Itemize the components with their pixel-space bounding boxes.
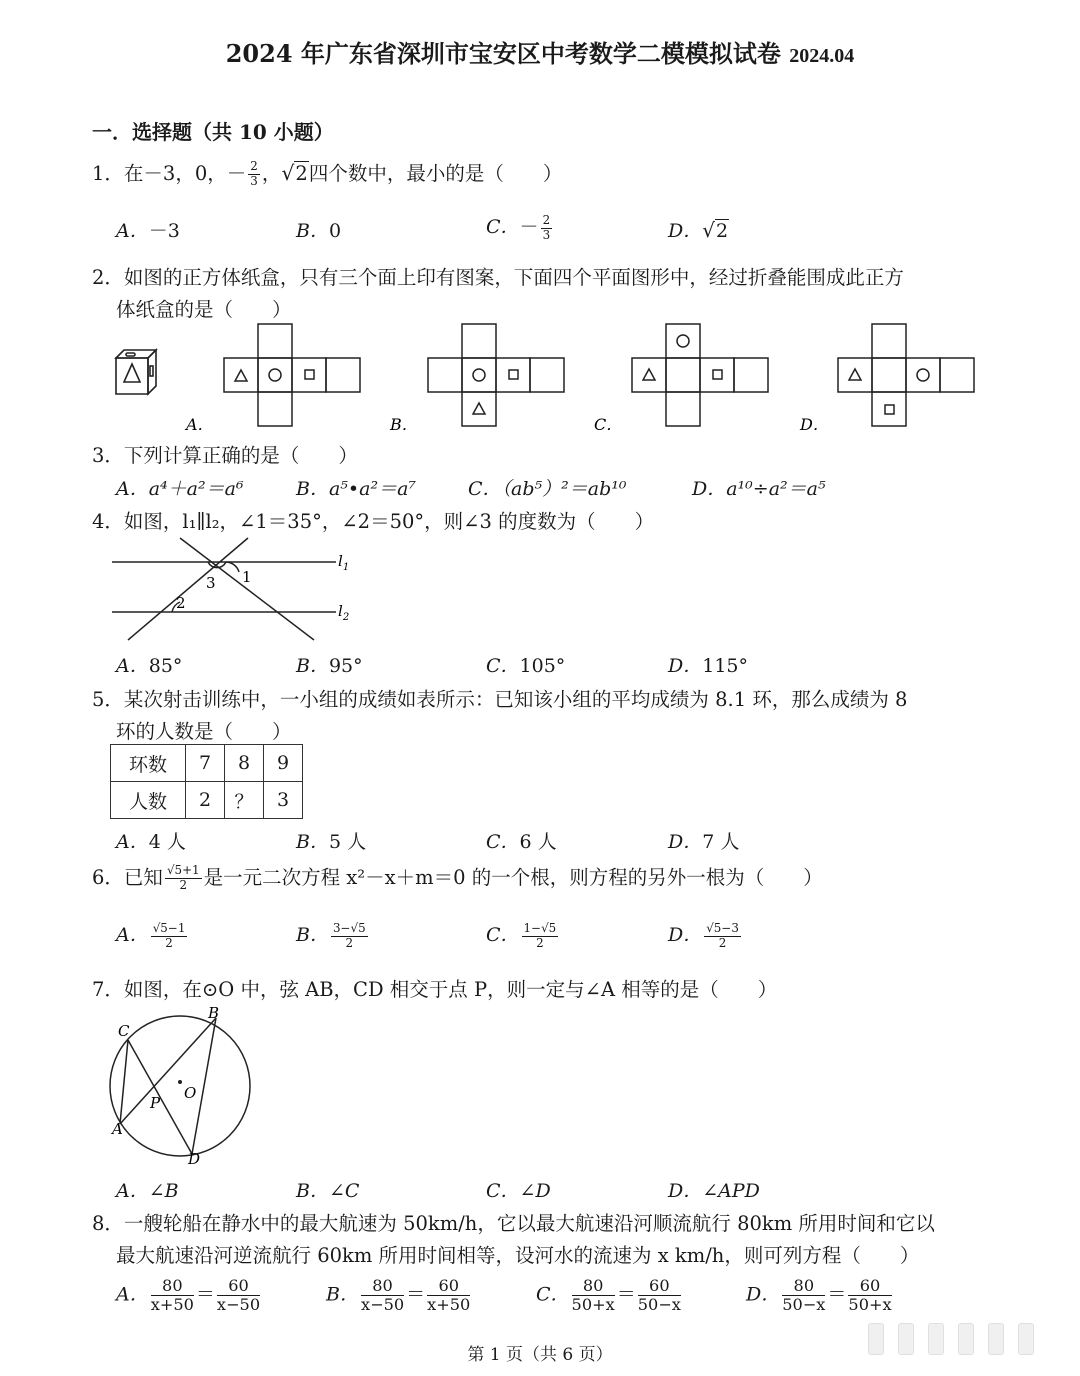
q5-option-a (116, 827, 186, 854)
opt-label: A． (116, 1283, 149, 1306)
opt-text: 115° (702, 655, 748, 677)
page-footer: 第 1 页（共 6 页） (467, 1345, 613, 1365)
q4-number: 4． (92, 510, 124, 533)
table-header-cell: 环数 (111, 745, 186, 782)
net-c-label: C． (594, 415, 623, 434)
frac-num: √5−3 (706, 920, 739, 935)
circle-icon (677, 335, 689, 347)
q1-text-mid: ， (261, 162, 282, 185)
opt-label: C． (486, 216, 520, 238)
frac-den: x+50 (427, 1295, 471, 1315)
q4-option-c (486, 651, 565, 678)
opt-text: 4 人 (148, 831, 186, 853)
question-5-line1 (92, 684, 907, 712)
q5-option-d (668, 827, 739, 854)
square-icon (713, 370, 722, 379)
table-cell: 9 (264, 745, 303, 782)
frac-den: 50+x (571, 1295, 615, 1315)
angle-1-label: 1 (242, 568, 252, 586)
angle-2-label: 2 (176, 594, 186, 612)
frac-left (151, 1278, 194, 1313)
frac-den: 2 (536, 935, 544, 950)
opt-text: 5 人 (328, 831, 367, 853)
q1-option-c (486, 212, 554, 241)
table-row (111, 745, 303, 782)
opt-label: B． (296, 1180, 329, 1202)
q1-c-fraction (541, 212, 553, 242)
frac-den: 3 (542, 227, 551, 242)
net-a (224, 324, 360, 426)
q6-fraction (165, 865, 202, 892)
q3-option-a (116, 474, 244, 501)
q8-option-a (116, 1278, 262, 1313)
point-o-label: O (184, 1084, 197, 1102)
l2-label (338, 602, 349, 623)
q8-text-1: 一艘轮船在静水中的最大航速为 50km/h，它以最大航速沿河顺流航行 80km 所用时间和它以 (123, 1212, 935, 1235)
q1-text-pre: 在－3，0，－ (123, 162, 247, 185)
frac-num: 80 (572, 1278, 615, 1296)
section-heading: 一．选择题（共 10 小题） (92, 120, 334, 144)
point-a-label: A (112, 1120, 123, 1138)
opt-text: －3 (148, 220, 180, 242)
net-b (428, 324, 564, 426)
square-icon (509, 370, 518, 379)
table-cell: ？ (225, 782, 264, 819)
opt-text: 105° (519, 655, 566, 677)
table-header-cell: 人数 (111, 782, 186, 819)
q2-figures (108, 322, 988, 434)
transversal-2 (180, 538, 314, 640)
frac-right (848, 1278, 891, 1313)
point-b-label: B (208, 1006, 220, 1022)
frac-num: 80 (361, 1278, 404, 1296)
opt-label: D． (668, 220, 703, 242)
frac-num: 60 (427, 1278, 470, 1296)
sqrt-symbol: √ (702, 218, 715, 242)
circle-icon (269, 369, 281, 381)
question-7 (92, 974, 777, 1002)
table-row (111, 782, 303, 819)
q1-sqrt: 2 (295, 162, 308, 185)
frac-num: 2 (542, 212, 551, 227)
q6-c-fraction (522, 920, 559, 950)
table-cell: 2 (186, 782, 225, 819)
frac-num: 80 (782, 1278, 825, 1296)
sqrt-symbol: √ (281, 161, 295, 185)
opt-text: a¹⁰÷a²＝a⁵ (726, 478, 826, 500)
q2-text-1: 如图的正方体纸盒，只有三个面上印有图案，下面四个平面图形中，经过折叠能围成此正方 (123, 266, 904, 289)
opt-text: ∠APD (702, 1180, 760, 1202)
q1-option-b (296, 216, 341, 243)
equals-sign: ＝ (406, 1283, 426, 1306)
q4-option-d (668, 651, 748, 678)
opt-label: B． (296, 924, 329, 946)
l1-subscript: 1 (342, 562, 350, 573)
question-1 (92, 158, 562, 188)
frac-den: 50−x (637, 1295, 681, 1315)
l1-letter: l (338, 552, 343, 570)
angle-3-label: 3 (206, 574, 216, 592)
opt-label: B． (296, 831, 329, 853)
q1-option-d (668, 216, 729, 243)
q4-figure (108, 536, 368, 646)
frac-den: x+50 (150, 1295, 194, 1315)
q7-option-c (486, 1176, 551, 1203)
frac-den: 50+x (848, 1295, 892, 1315)
equals-sign: ＝ (616, 1283, 636, 1306)
question-2-line2: 体纸盒的是（ ） (116, 298, 292, 321)
q2-number: 2． (92, 266, 124, 289)
opt-text: 85° (148, 655, 183, 677)
opt-text: 7 人 (702, 831, 740, 853)
question-8-line1 (92, 1208, 935, 1236)
opt-text: － (519, 216, 539, 238)
opt-label: B． (296, 655, 329, 677)
q6-option-b (296, 920, 370, 949)
q7-option-b (296, 1176, 359, 1203)
q6-b-fraction (331, 920, 368, 950)
equals-sign: ＝ (195, 1283, 215, 1306)
opt-label: A． (116, 924, 149, 946)
q8-number: 8． (92, 1212, 124, 1235)
frac-num: 1−√5 (523, 920, 557, 935)
q6-text-pre: 已知 (123, 866, 163, 889)
opt-text: ∠D (519, 1180, 551, 1202)
triangle-icon (124, 364, 140, 382)
cube-figure (116, 350, 156, 394)
q3-number: 3． (92, 444, 124, 467)
net-b-label: B． (390, 415, 418, 434)
q1-frac-den: 3 (250, 174, 258, 188)
opt-label: B． (326, 1283, 359, 1306)
frac-right (427, 1278, 470, 1313)
frac-left (782, 1278, 825, 1313)
q4-option-b (296, 651, 363, 678)
opt-text: 0 (328, 220, 342, 242)
opt-text: （ab⁵）²＝ab¹⁰ (501, 478, 627, 500)
q5-option-b (296, 827, 366, 854)
q1-fraction (248, 161, 260, 188)
q6-text-post: 是一元二次方程 x²－x＋m＝0 的一个根，则方程的另外一根为（ ） (203, 866, 823, 889)
table-cell: 7 (186, 745, 225, 782)
frac-den: 2 (179, 878, 188, 892)
frac-den: 50−x (782, 1295, 826, 1315)
table-cell: 8 (225, 745, 264, 782)
q5-score-table (110, 744, 303, 819)
point-c-label: C (118, 1022, 130, 1040)
q8-option-c (536, 1278, 683, 1313)
q8-option-b (326, 1278, 472, 1313)
l2-letter: l (338, 602, 343, 620)
frac-den: 2 (345, 935, 354, 950)
q5-text-1: 某次射击训练中，一小组的成绩如表所示：已知该小组的平均成绩为 8.1 环，那么成绩为 8 (123, 688, 908, 711)
q5-number: 5． (92, 688, 124, 711)
opt-text: a⁴＋a²＝a⁶ (148, 478, 244, 500)
transversal-1 (128, 538, 248, 640)
q7-number: 7． (92, 978, 124, 1001)
frac-num: √5−1 (152, 920, 186, 935)
opt-text: 95° (328, 655, 363, 677)
frac-den: x−50 (360, 1295, 405, 1315)
page-title (0, 34, 1080, 69)
equals-sign: ＝ (827, 1283, 847, 1306)
square-icon (885, 405, 894, 414)
q1-d-sqrt: 2 (715, 220, 729, 242)
frac-den: x−50 (216, 1295, 261, 1315)
circle-icon (473, 369, 485, 381)
opt-label: A． (116, 831, 149, 853)
frac-num: 60 (217, 1278, 260, 1296)
frac-left (361, 1278, 404, 1313)
frac-right (638, 1278, 681, 1313)
opt-text: a⁵•a²＝a⁷ (328, 478, 417, 500)
q1-frac-num: 2 (250, 159, 258, 174)
net-c (632, 324, 768, 426)
opt-label: C． (486, 831, 520, 853)
frac-num: 60 (848, 1278, 891, 1296)
q3-option-c (468, 474, 627, 501)
opt-label: C． (486, 655, 520, 677)
chord-ab (120, 1018, 216, 1124)
q4-option-a (116, 651, 182, 678)
l1-label (338, 552, 349, 573)
opt-label: D． (668, 655, 703, 677)
opt-label: D． (668, 1180, 703, 1202)
opt-label: A． (116, 220, 149, 242)
segment-ac (120, 1040, 128, 1124)
q6-d-fraction (704, 920, 741, 950)
center-point (178, 1080, 182, 1084)
q6-option-d (668, 920, 743, 949)
opt-label: C． (536, 1283, 570, 1306)
l2-subscript: 2 (342, 612, 350, 623)
q1-number: 1． (92, 162, 124, 185)
triangle-icon (235, 370, 247, 381)
triangle-icon (643, 369, 655, 380)
q3-option-b (296, 474, 416, 501)
q6-option-a (116, 920, 189, 949)
question-3 (92, 440, 358, 468)
point-d-label: D (188, 1150, 201, 1168)
q8-option-d (746, 1278, 894, 1313)
q5-option-c (486, 827, 557, 854)
triangle-icon (849, 369, 861, 380)
frac-num: 80 (151, 1278, 194, 1296)
frac-right (217, 1278, 260, 1313)
opt-label: C． (486, 924, 520, 946)
opt-text: 6 人 (519, 831, 557, 853)
q1-text-post: 四个数中，最小的是（ ） (308, 162, 563, 185)
opt-label: A． (116, 1180, 149, 1202)
q7-option-d (668, 1176, 760, 1203)
q6-option-c (486, 920, 560, 949)
opt-label: A． (116, 478, 149, 500)
square-icon (150, 366, 153, 376)
point-p-label: P (150, 1094, 161, 1112)
question-2-line1 (92, 262, 904, 290)
opt-label: D． (668, 831, 703, 853)
q1-option-a (116, 216, 180, 243)
opt-label: D． (746, 1283, 781, 1306)
frac-num: 60 (638, 1278, 681, 1296)
opt-label: C． (486, 1180, 520, 1202)
net-d (838, 324, 974, 426)
frac-num: 3−√5 (332, 920, 366, 935)
q7-circle-figure (108, 1006, 252, 1168)
frac-den: 2 (165, 935, 173, 950)
q7-text: 如图，在⊙O 中，弦 AB，CD 相交于点 P，则一定与∠A 相等的是（ ） (123, 978, 778, 1001)
opt-text: ∠C (328, 1180, 360, 1202)
title-text: 2024 年广东省深圳市宝安区中考数学二模模拟试卷 (225, 39, 781, 68)
circle-icon (917, 369, 929, 381)
circle-icon (126, 353, 135, 356)
triangle-icon (473, 403, 485, 414)
question-5-line2: 环的人数是（ ） (116, 720, 292, 743)
q6-a-fraction (151, 920, 188, 950)
angle-arc-1 (226, 562, 239, 572)
question-8-line2: 最大航速沿河逆流航行 60km 所用时间相等，设河水的流速为 x km/h，则可列方程（ ） (116, 1244, 920, 1267)
frac-num: √5+1 (166, 863, 200, 878)
question-4 (92, 506, 654, 534)
opt-label: D． (692, 478, 727, 500)
opt-label: B． (296, 478, 329, 500)
q3-text: 下列计算正确的是（ ） (123, 444, 358, 467)
q4-text: 如图，l₁∥l₂，∠1＝35°，∠2＝50°，则∠3 的度数为（ ） (123, 510, 655, 533)
title-date: 2024.04 (789, 45, 855, 67)
net-a-label: A． (186, 415, 214, 434)
q7-option-a (116, 1176, 179, 1203)
net-d-label: D． (800, 415, 829, 434)
opt-label: D． (668, 924, 703, 946)
opt-label: B． (296, 220, 329, 242)
opt-label: A． (116, 655, 149, 677)
question-6 (92, 862, 823, 892)
frac-left (572, 1278, 615, 1313)
square-icon (305, 370, 314, 379)
q3-option-d (692, 474, 826, 501)
circle-o (110, 1016, 250, 1156)
q6-number: 6． (92, 866, 124, 889)
frac-den: 2 (718, 935, 727, 950)
table-cell: 3 (264, 782, 303, 819)
opt-label: C． (468, 478, 502, 500)
opt-text: ∠B (148, 1180, 179, 1202)
